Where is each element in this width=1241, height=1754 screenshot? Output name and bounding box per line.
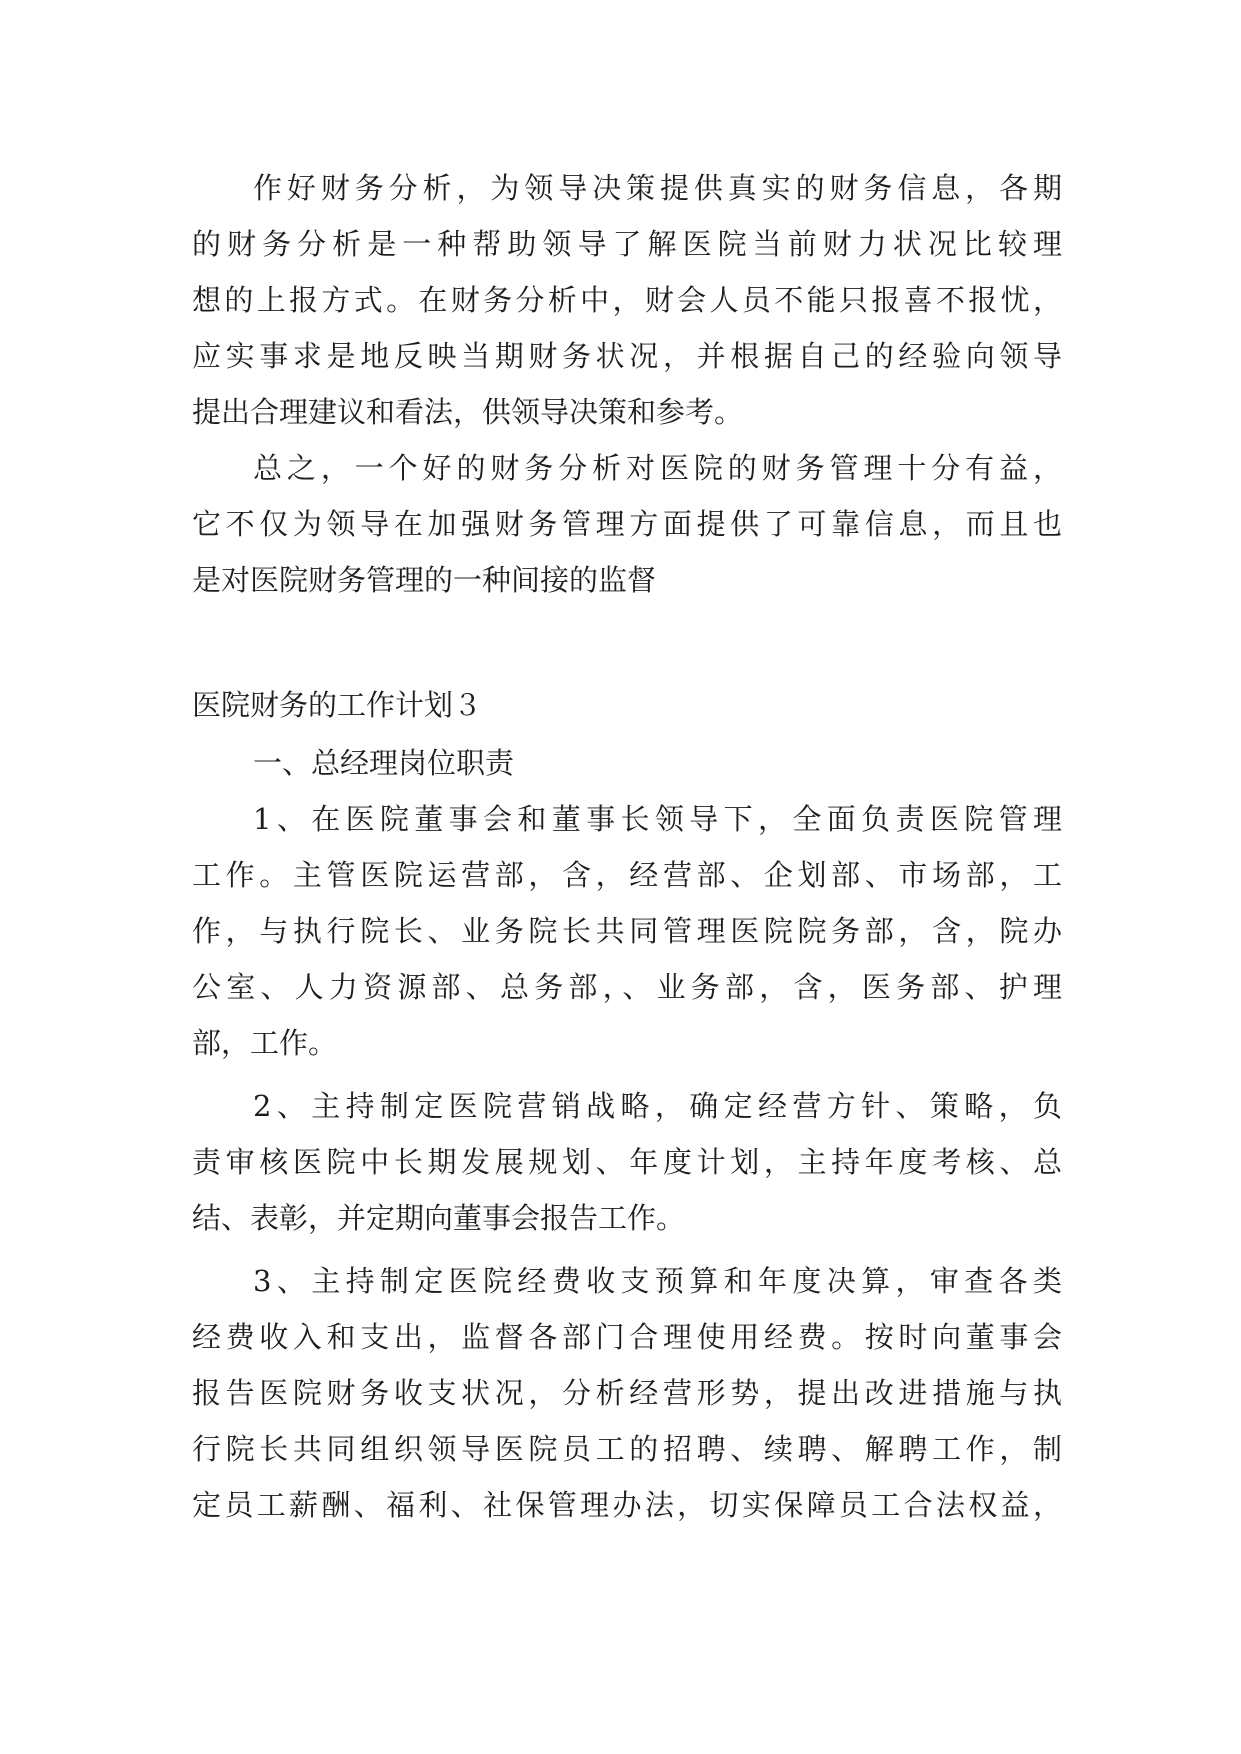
paragraph-line: 它不仅为领导在加强财务管理方面提供了可靠信息，而且也 (192, 507, 1062, 541)
paragraph-line: 提出合理建议和看法，供领导决策和参考。 (192, 395, 744, 429)
paragraph-line: 想的上报方式。在财务分析中，财会人员不能只报喜不报忧， (192, 283, 1062, 317)
item-line: 责审核医院中长期发展规划、年度计划，主持年度考核、总 (192, 1145, 1062, 1179)
item-line: 工作。主管医院运营部，含，经营部、企划部、市场部，工 (192, 858, 1062, 892)
item-line: 报告医院财务收支状况，分析经营形势，提出改进措施与执 (192, 1376, 1062, 1410)
item-line: 公室、人力资源部、总务部，、业务部，含，医务部、护理 (192, 970, 1062, 1004)
section-title: 医院财务的工作计划３ (192, 688, 483, 722)
item-line: 定员工薪酬、福利、社保管理办法，切实保障员工合法权益， (192, 1488, 1062, 1522)
item-line: 1、在医院董事会和董事长领导下，全面负责医院管理 (253, 802, 1062, 836)
paragraph-line: 的财务分析是一种帮助领导了解医院当前财力状况比较理 (192, 227, 1062, 261)
item-line: 行院长共同组织领导医院员工的招聘、续聘、解聘工作，制 (192, 1432, 1062, 1466)
item-line: 经费收入和支出，监督各部门合理使用经费。按时向董事会 (192, 1320, 1062, 1354)
paragraph-line: 作好财务分析，为领导决策提供真实的财务信息，各期 (253, 171, 1062, 205)
item-line: 3、主持制定医院经费收支预算和年度决算，审查各类 (253, 1264, 1062, 1298)
item-line: 2、主持制定医院营销战略，确定经营方针、策略，负 (253, 1089, 1062, 1123)
item-line: 结、表彰，并定期向董事会报告工作。 (192, 1201, 686, 1235)
paragraph-line: 是对医院财务管理的一种间接的监督 (192, 563, 657, 597)
paragraph-line: 应实事求是地反映当期财务状况，并根据自己的经验向领导 (192, 339, 1062, 373)
paragraph-line: 总之，一个好的财务分析对医院的财务管理十分有益， (253, 451, 1062, 485)
subheading: 一、总经理岗位职责 (253, 746, 515, 780)
item-line: 部，工作。 (192, 1026, 338, 1060)
item-line: 作，与执行院长、业务院长共同管理医院院务部，含，院办 (192, 914, 1062, 948)
